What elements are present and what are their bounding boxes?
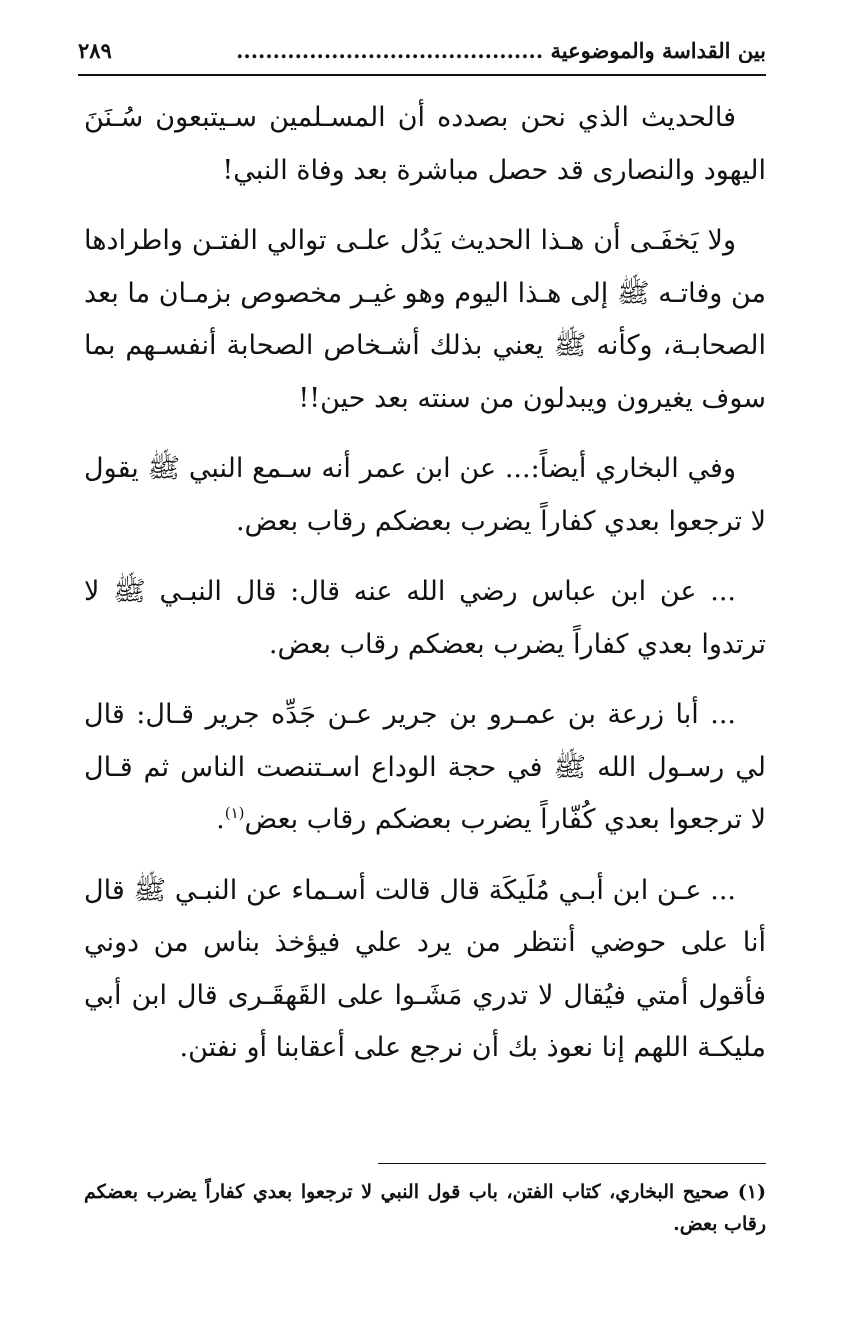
running-header xyxy=(78,30,766,70)
header-rule xyxy=(78,74,766,76)
paragraph-5: ... أبا زرعة بن عمـرو بن جرير عـن جَدِّه جرير قـال: قال لي رسـول الله ﷺ في حجة الوداع اسـتنصت الناس ثم قـال لا ترجعوا بعدي كُفّاراً يضرب بعضكم رقاب بعض$^{(١)}$. xyxy=(84,699,766,835)
paragraph-1: فالحديث الذي نحن بصدده أن المسـلمين سـيتبعون سُـنَنَ اليهود والنصارى قد حصل مباشرة بعد وفاة النبي! xyxy=(84,102,766,186)
main-text xyxy=(84,92,766,1093)
footnote: (١) صحيح البخاري، كتاب الفتن، باب قول النبي لا ترجعوا بعدي كفاراً يضرب بعضكم رقاب بعض. xyxy=(84,1181,766,1235)
paragraph-4: ... عن ابن عباس رضي الله عنه قال: قال النبـي ﷺ لا ترتدوا بعدي كفاراً يضرب بعضكم رقاب بعض. xyxy=(84,576,766,660)
footnote-rule xyxy=(378,1163,766,1164)
header-title: بين القداسة والموضوعية .......................................... xyxy=(236,37,766,63)
footnote-reference[interactable]: (١) xyxy=(224,804,245,822)
paragraph-3: وفي البخاري أيضاً:... عن ابن عمر أنه سـمع النبي ﷺ يقول لا ترجعوا بعدي كفاراً يضرب بعضكم رقاب بعض. xyxy=(84,453,766,537)
paragraph-2: ولا يَخفَـى أن هـذا الحديث يَدُل علـى توالي الفتـن واطرادها من وفاتـه ﷺ إلى هـذا اليوم وهو غيـر مخصوص بزمـان ما بعد الصحابـة، وكأنه ﷺ يعني بذلك أشـخاص الصحابة أنفسـهم بما سوف يغيرون ويبدلون من سنته بعد حين!! xyxy=(84,225,766,414)
paragraph-6: ... عـن ابن أبـي مُلَيكَة قال قالت أسـماء عن النبـي ﷺ قال أنا على حوضي أنتظر من يرد علي فيؤخذ بناس من دوني فأقول أمتي فيُقال لا تدري مَشَـوا على القَهقَـرى قال ابن أبي مليكـة اللهم إنا نعوذ بك أن نرجع على أعقابنا أو نفتن. xyxy=(84,874,766,1063)
page-number: ٢٨٩ xyxy=(78,37,112,63)
paragraph-5-text: ... أبا زرعة بن عمـرو بن جرير عـن جَدِّه جرير قـال: قال لي رسـول الله ﷺ في حجة الوداع اسـتنصت الناس ثم قـال لا ترجعوا بعدي كُفّاراً يضرب بعضكم رقاب بعض xyxy=(84,699,766,835)
